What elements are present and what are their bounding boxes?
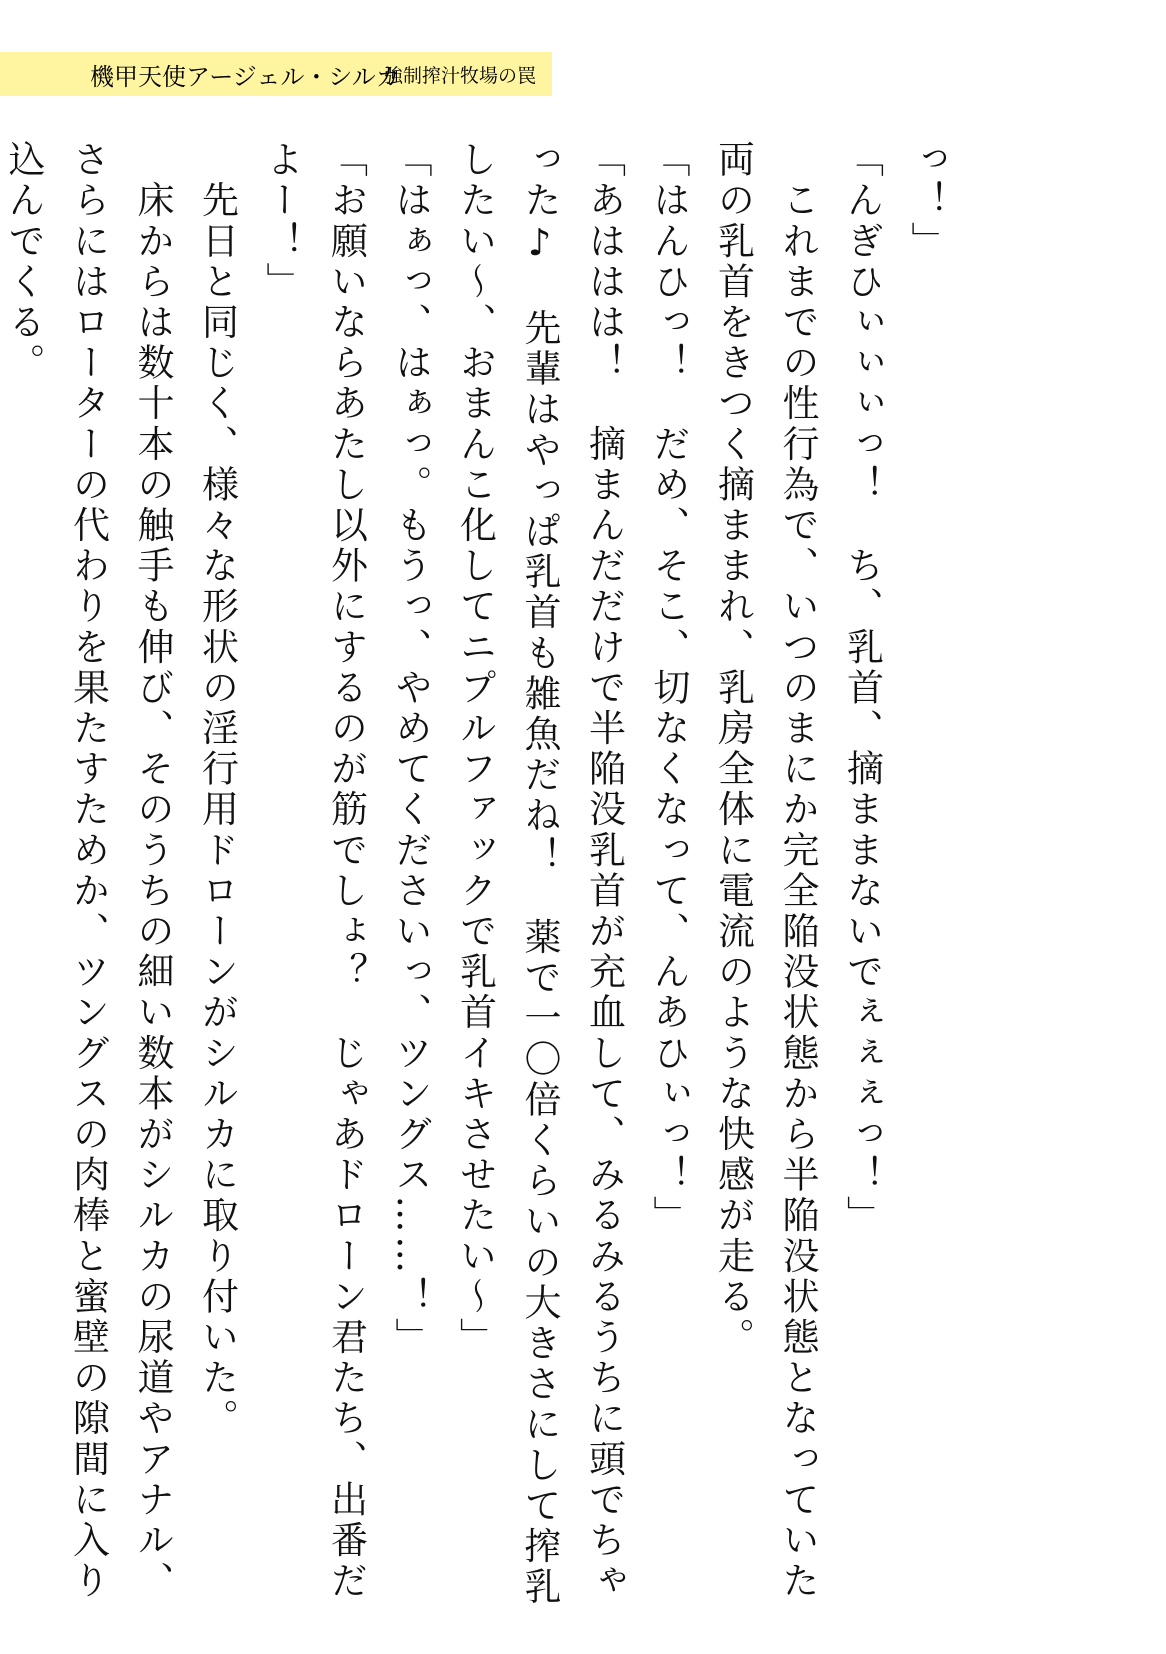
chapter-title: 強制搾汁牧場の罠 [384, 64, 537, 87]
paragraph: 「はぁっ、はぁっ。もうっ、やめてくださいっ、ツングス……！」 [389, 140, 432, 1358]
paragraph: 先日と同じく、様々な形状の淫行用ドローンがシルカに取り付いた。 [195, 140, 239, 1440]
page-header [0, 52, 552, 96]
book-title: 機甲天使アージェル・シルカ [90, 62, 400, 91]
paragraph: 床からは数十本の触手も伸び、そのうちの細い数本がシルカの尿道やアナル、さらにはローターの代わりを果たすためか、ツングスの肉棒と蜜壁の隙間に入り込んでくる。 [2, 140, 174, 1602]
paragraph: っ！」 [905, 140, 948, 262]
vertical-text-body [2, 140, 958, 1620]
paragraph: 「んぎひぃぃぃっ！ ち、乳首、摘ままないでぇぇぇっ！」 [840, 140, 884, 1237]
paragraph: これまでの性行為で、いつのまにか完全陥没状態から半陥没状態となっていた両の乳首をきつく摘ままれ、乳房全体に電流のような快感が走る。 [711, 140, 819, 1602]
paragraph: 「あははは！ 摘まんだだけで半陥没乳首が充血して、みるみるうちに頭でちゃった♪ 先輩はやっぱ乳首も雑魚だね！ 薬で一〇倍くらいの大きさにして搾乳したい〜、おまんこ化してニプルファックで乳首イキさせたい〜」 [453, 140, 626, 1608]
paragraph: 「はんひっ！ だめ、そこ、切なくなって、んあひぃっ！」 [647, 140, 690, 1237]
paragraph: 「お願いならあたし以外にするのが筋でしょ？ じゃあドローン君たち、出番だよー！」 [260, 140, 368, 1602]
